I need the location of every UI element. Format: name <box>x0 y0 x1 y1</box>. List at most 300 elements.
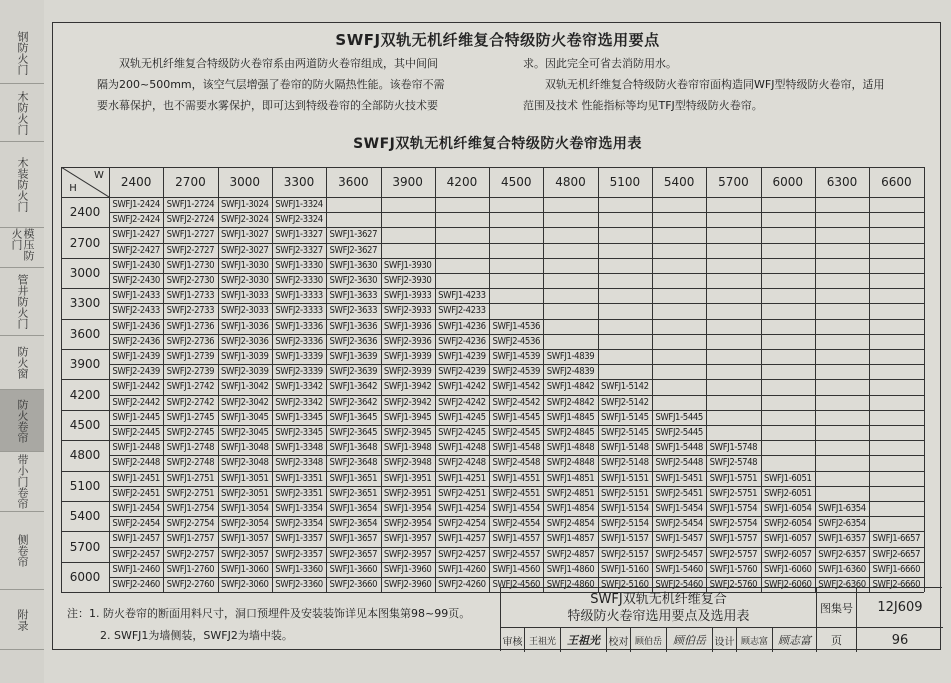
model-code: SWFJ2-2754 <box>166 518 215 530</box>
intro-line: 范围及技术 性能指标等均见TFJ型特级防火卷帘。 <box>523 99 763 112</box>
model-code: SWFJ1-4557 <box>492 533 541 545</box>
model-code: SWFJ1-6354 <box>818 503 866 515</box>
model-code: SWFJ2-5760 <box>709 579 758 591</box>
model-code: SWFJ1-4551 <box>492 472 541 484</box>
model-code: SWFJ1-4254 <box>438 503 486 515</box>
model-code: SWFJ1-2445 <box>112 411 160 423</box>
table-rule <box>869 167 870 592</box>
sidebar-item-label: 附录 <box>16 608 29 631</box>
title-line-1: SWFJ双轨无机纤维复合 <box>590 591 727 607</box>
model-code: SWFJ2-3939 <box>383 366 432 378</box>
model-code: SWFJ2-2745 <box>166 427 215 439</box>
title-block <box>500 587 942 651</box>
model-code: SWFJ1-4554 <box>492 503 541 515</box>
model-code: SWFJ2-4260 <box>438 579 486 591</box>
model-code: SWFJ2-3342 <box>275 396 323 408</box>
model-code: SWFJ1-4536 <box>492 320 541 332</box>
model-code: SWFJ2-4839 <box>546 366 595 378</box>
drawing-sheet <box>52 22 941 650</box>
model-code: SWFJ1-5142 <box>601 381 649 393</box>
row-header: 3900 <box>69 357 101 372</box>
sidebar-item[interactable] <box>0 336 44 390</box>
column-header: 5100 <box>609 175 641 189</box>
model-code: SWFJ1-3657 <box>329 533 378 545</box>
model-code: SWFJ2-5154 <box>601 518 649 530</box>
model-code: SWFJ1-5757 <box>709 533 758 545</box>
sidebar-item[interactable] <box>0 22 44 84</box>
model-code: SWFJ2-6357 <box>818 548 866 560</box>
model-code: SWFJ2-5448 <box>655 457 703 469</box>
model-code: SWFJ2-3030 <box>220 275 269 287</box>
model-code: SWFJ1-3357 <box>275 533 323 545</box>
model-code: SWFJ1-4548 <box>492 442 541 454</box>
model-code: SWFJ2-3348 <box>275 457 323 469</box>
model-code: SWFJ1-3639 <box>329 351 378 363</box>
model-code: SWFJ1-2742 <box>166 381 215 393</box>
model-code: SWFJ1-3645 <box>329 411 378 423</box>
model-code: SWFJ2-3951 <box>383 487 432 499</box>
model-code: SWFJ2-3339 <box>275 366 323 378</box>
model-code: SWFJ1-2448 <box>112 442 160 454</box>
sidebar-item-label: 木防火门 <box>16 90 29 135</box>
model-code: SWFJ2-4845 <box>546 427 595 439</box>
model-code: SWFJ2-4536 <box>492 335 541 347</box>
sidebar-item[interactable] <box>0 268 44 336</box>
model-code: SWFJ2-5160 <box>601 579 649 591</box>
model-code: SWFJ1-5754 <box>709 503 758 515</box>
reviewer-name: 王祖光 <box>525 628 561 652</box>
sidebar-item[interactable] <box>0 228 44 268</box>
model-code: SWFJ2-4548 <box>492 457 541 469</box>
model-code: SWFJ2-2433 <box>112 305 160 317</box>
model-code: SWFJ2-3027 <box>220 244 269 256</box>
sidebar-item-label: 带小门卷帘 <box>16 454 29 509</box>
column-header: 3300 <box>283 175 315 189</box>
model-code: SWFJ1-6060 <box>763 563 812 575</box>
model-code: SWFJ1-4842 <box>546 381 595 393</box>
sidebar-item[interactable] <box>0 84 44 142</box>
row-header: 2700 <box>69 235 101 250</box>
model-code: SWFJ2-4245 <box>438 427 486 439</box>
model-code: SWFJ2-6054 <box>763 518 812 530</box>
model-code: SWFJ1-3339 <box>275 351 323 363</box>
row-header: 6000 <box>69 569 101 584</box>
model-code: SWFJ2-3642 <box>329 396 378 408</box>
model-code: SWFJ2-6057 <box>763 548 812 560</box>
corner-w-label: W <box>94 169 104 181</box>
title-block-title <box>501 588 817 628</box>
model-code: SWFJ2-6660 <box>872 579 921 591</box>
model-code: SWFJ2-3048 <box>220 457 269 469</box>
model-code: SWFJ1-5457 <box>655 533 703 545</box>
model-code: SWFJ2-5451 <box>655 487 703 499</box>
model-code: SWFJ1-3045 <box>220 411 269 423</box>
model-code: SWFJ1-5157 <box>601 533 649 545</box>
model-code: SWFJ2-2451 <box>112 487 160 499</box>
model-code: SWFJ1-5454 <box>655 503 703 515</box>
model-code: SWFJ1-3960 <box>383 563 432 575</box>
model-code: SWFJ2-3333 <box>275 305 323 317</box>
model-code: SWFJ2-2430 <box>112 275 160 287</box>
model-code: SWFJ2-3354 <box>275 518 323 530</box>
model-code: SWFJ1-5748 <box>709 442 758 454</box>
model-code: SWFJ1-5760 <box>709 563 758 575</box>
model-code: SWFJ1-4560 <box>492 563 541 575</box>
model-code: SWFJ1-3048 <box>220 442 269 454</box>
model-code: SWFJ1-3024 <box>220 199 269 211</box>
sidebar-item-label: 管井防火门 <box>16 274 29 329</box>
model-code: SWFJ2-2736 <box>166 335 215 347</box>
model-code: SWFJ1-2427 <box>112 229 160 241</box>
model-code: SWFJ2-2730 <box>166 275 215 287</box>
column-header: 4500 <box>500 175 532 189</box>
model-code: SWFJ1-2451 <box>112 472 160 484</box>
model-code: SWFJ1-6657 <box>872 533 921 545</box>
intro-right <box>523 53 933 116</box>
model-code: SWFJ1-5151 <box>601 472 649 484</box>
model-code: SWFJ1-3660 <box>329 563 378 575</box>
title-line-2: 特级防火卷帘选用要点及选用表 <box>567 608 750 624</box>
model-code: SWFJ1-4545 <box>492 411 541 423</box>
model-code: SWFJ2-2733 <box>166 305 215 317</box>
sidebar-item-label: 模压防火门 <box>10 228 35 261</box>
row-header: 3000 <box>69 265 101 280</box>
model-code: SWFJ2-5148 <box>601 457 649 469</box>
model-code: SWFJ2-2460 <box>112 579 160 591</box>
sidebar <box>0 0 44 683</box>
column-header: 4200 <box>446 175 478 189</box>
sidebar-item[interactable] <box>0 590 44 650</box>
row-header: 4200 <box>69 387 101 402</box>
model-code: SWFJ1-5160 <box>601 563 649 575</box>
model-code: SWFJ1-6051 <box>763 472 812 484</box>
model-code: SWFJ2-2724 <box>166 214 215 226</box>
model-code: SWFJ2-3057 <box>220 548 269 560</box>
model-code: SWFJ2-4242 <box>438 396 486 408</box>
model-code: SWFJ2-2742 <box>166 396 215 408</box>
model-code: SWFJ2-5457 <box>655 548 703 560</box>
model-code: SWFJ2-3324 <box>275 214 323 226</box>
model-code: SWFJ2-4554 <box>492 518 541 530</box>
model-code: SWFJ2-4848 <box>546 457 595 469</box>
model-code: SWFJ1-2736 <box>166 320 215 332</box>
model-code: SWFJ2-4236 <box>438 335 486 347</box>
model-code: SWFJ2-3039 <box>220 366 269 378</box>
note-2: 2. SWFJ1为墙侧装，SWFJ2为墙中装。 <box>100 629 293 642</box>
design-label: 设计 <box>713 628 737 652</box>
model-code: SWFJ1-4245 <box>438 411 486 423</box>
model-code: SWFJ2-4251 <box>438 487 486 499</box>
model-code: SWFJ2-4560 <box>492 579 541 591</box>
model-code: SWFJ1-5148 <box>601 442 649 454</box>
model-code: SWFJ2-3930 <box>383 275 432 287</box>
column-header: 2400 <box>120 175 152 189</box>
table-title: SWFJ双轨无机纤维复合特级防火卷帘选用表 <box>353 136 642 152</box>
model-code: SWFJ2-4248 <box>438 457 486 469</box>
model-code: SWFJ2-2436 <box>112 335 160 347</box>
model-code: SWFJ2-4257 <box>438 548 486 560</box>
model-code: SWFJ1-3939 <box>383 351 432 363</box>
model-code: SWFJ1-4260 <box>438 563 486 575</box>
sidebar-item[interactable] <box>0 142 44 228</box>
model-code: SWFJ1-5751 <box>709 472 758 484</box>
model-code: SWFJ2-4551 <box>492 487 541 499</box>
model-code: SWFJ1-3954 <box>383 503 432 515</box>
model-code: SWFJ1-3945 <box>383 411 432 423</box>
model-code: SWFJ2-3351 <box>275 487 323 499</box>
model-code: SWFJ1-3642 <box>329 381 378 393</box>
model-code: SWFJ1-4539 <box>492 351 541 363</box>
model-code: SWFJ1-3633 <box>329 290 378 302</box>
atlas-number: 12J609 <box>857 588 943 628</box>
intro-line: 隔为200~500mm，该空气层增强了卷帘的防火隔热性能。该卷帘不需 <box>97 78 445 91</box>
model-code: SWFJ2-4842 <box>546 396 595 408</box>
model-code: SWFJ1-3057 <box>220 533 269 545</box>
column-header: 6000 <box>772 175 804 189</box>
check-label: 校对 <box>607 628 631 652</box>
model-code: SWFJ1-2424 <box>112 199 160 211</box>
model-code: SWFJ2-3942 <box>383 396 432 408</box>
model-code: SWFJ1-4233 <box>438 290 486 302</box>
intro-line: 双轨无机纤维复合特级防火卷帘系由两道防火卷帘组成，其中间间 <box>119 57 438 70</box>
intro-line: 求。因此完全可省去消防用水。 <box>523 57 677 70</box>
model-code: SWFJ2-3345 <box>275 427 323 439</box>
model-code: SWFJ1-3936 <box>383 320 432 332</box>
model-code: SWFJ2-2748 <box>166 457 215 469</box>
designer-signature: 顾志富 <box>773 628 817 652</box>
checker-name: 顾伯岳 <box>631 628 667 652</box>
model-code: SWFJ2-2454 <box>112 518 160 530</box>
row-header: 5700 <box>69 539 101 554</box>
model-code: SWFJ1-2757 <box>166 533 215 545</box>
selection-table <box>61 167 924 592</box>
row-header: 2400 <box>69 205 101 220</box>
model-code: SWFJ1-3933 <box>383 290 432 302</box>
model-code: SWFJ1-3039 <box>220 351 269 363</box>
model-code: SWFJ2-3036 <box>220 335 269 347</box>
model-code: SWFJ1-5451 <box>655 472 703 484</box>
model-code: SWFJ2-2439 <box>112 366 160 378</box>
model-code: SWFJ2-3336 <box>275 335 323 347</box>
model-code: SWFJ1-3948 <box>383 442 432 454</box>
model-code: SWFJ2-2427 <box>112 244 160 256</box>
model-code: SWFJ2-3033 <box>220 305 269 317</box>
model-code: SWFJ2-4233 <box>438 305 486 317</box>
model-code: SWFJ1-5448 <box>655 442 703 454</box>
model-code: SWFJ1-3354 <box>275 503 323 515</box>
model-code: SWFJ1-2733 <box>166 290 215 302</box>
row-header: 4800 <box>69 448 101 463</box>
model-code: SWFJ2-6657 <box>872 548 921 560</box>
model-code: SWFJ1-3333 <box>275 290 323 302</box>
column-header: 6600 <box>881 175 912 189</box>
sidebar-item[interactable] <box>0 390 44 452</box>
atlas-label: 图集号 <box>817 588 857 628</box>
model-code: SWFJ1-3324 <box>275 199 323 211</box>
model-code: SWFJ2-3051 <box>220 487 269 499</box>
model-code: SWFJ2-3024 <box>220 214 269 226</box>
model-code: SWFJ2-4539 <box>492 366 541 378</box>
model-code: SWFJ2-3657 <box>329 548 378 560</box>
note-1: 注：1. 防火卷帘的断面用料尺寸，洞口预埋件及安装装饰详见本图集第98~99页。 <box>67 607 471 620</box>
sidebar-item[interactable] <box>0 512 44 590</box>
model-code: SWFJ2-3936 <box>383 335 432 347</box>
column-header: 6300 <box>826 175 858 189</box>
sidebar-item-label: 防火卷帘 <box>16 398 29 443</box>
model-code: SWFJ2-2757 <box>166 548 215 560</box>
model-code: SWFJ1-2442 <box>112 381 160 393</box>
notes-label: 注： <box>67 607 89 620</box>
model-code: SWFJ2-2751 <box>166 487 215 499</box>
model-code: SWFJ2-2442 <box>112 396 160 408</box>
model-code: SWFJ1-2727 <box>166 229 215 241</box>
checker-signature: 顾伯岳 <box>667 628 713 652</box>
model-code: SWFJ1-3342 <box>275 381 323 393</box>
model-code: SWFJ2-2739 <box>166 366 215 378</box>
model-code: SWFJ1-6057 <box>763 533 812 545</box>
model-code: SWFJ1-3351 <box>275 472 323 484</box>
column-header: 3000 <box>229 175 261 189</box>
model-code: SWFJ1-3648 <box>329 442 378 454</box>
column-header: 3600 <box>338 175 369 189</box>
model-code: SWFJ2-3660 <box>329 579 378 591</box>
model-code: SWFJ1-3630 <box>329 259 378 271</box>
column-header: 5400 <box>663 175 695 189</box>
model-code: SWFJ2-3060 <box>220 579 269 591</box>
model-code: SWFJ1-4236 <box>438 320 486 332</box>
model-code: SWFJ1-3951 <box>383 472 432 484</box>
model-code: SWFJ2-2727 <box>166 244 215 256</box>
model-code: SWFJ2-3627 <box>329 244 378 256</box>
row-header: 5400 <box>69 509 101 524</box>
model-code: SWFJ2-3327 <box>275 244 323 256</box>
column-header: 2700 <box>175 175 206 189</box>
model-code: SWFJ2-3633 <box>329 305 378 317</box>
model-code: SWFJ1-2739 <box>166 351 215 363</box>
model-code: SWFJ1-4839 <box>546 351 595 363</box>
model-code: SWFJ1-6360 <box>818 563 866 575</box>
model-code: SWFJ1-3336 <box>275 320 323 332</box>
model-code: SWFJ1-3027 <box>220 229 269 241</box>
model-code: SWFJ1-2430 <box>112 259 160 271</box>
model-code: SWFJ1-3360 <box>275 563 323 575</box>
intro-left <box>97 53 517 116</box>
model-code: SWFJ1-4857 <box>546 533 595 545</box>
model-code: SWFJ2-3630 <box>329 275 378 287</box>
model-code: SWFJ1-4848 <box>546 442 595 454</box>
model-code: SWFJ2-3360 <box>275 579 323 591</box>
model-code: SWFJ2-6354 <box>818 518 866 530</box>
model-code: SWFJ2-5151 <box>601 487 649 499</box>
model-code: SWFJ1-4854 <box>546 503 595 515</box>
designer-name: 顾志富 <box>737 628 773 652</box>
model-code: SWFJ1-2724 <box>166 199 215 211</box>
model-code: SWFJ2-4239 <box>438 366 486 378</box>
model-code: SWFJ2-3357 <box>275 548 323 560</box>
model-code: SWFJ2-3645 <box>329 427 378 439</box>
model-code: SWFJ2-2445 <box>112 427 160 439</box>
model-code: SWFJ1-6054 <box>763 503 812 515</box>
page-label: 页 <box>817 628 857 652</box>
page-title: SWFJ双轨无机纤维复合特级防火卷帘选用要点 <box>335 31 660 49</box>
model-code: SWFJ2-5157 <box>601 548 649 560</box>
model-code: SWFJ1-2745 <box>166 411 215 423</box>
model-code: SWFJ2-3042 <box>220 396 269 408</box>
model-code: SWFJ2-5145 <box>601 427 649 439</box>
model-code: SWFJ1-3327 <box>275 229 323 241</box>
model-code: SWFJ2-6360 <box>818 579 866 591</box>
review-label: 审核 <box>501 628 525 652</box>
model-code: SWFJ1-3654 <box>329 503 378 515</box>
model-code: SWFJ1-4845 <box>546 411 595 423</box>
model-code: SWFJ2-5454 <box>655 518 703 530</box>
model-code: SWFJ1-3345 <box>275 411 323 423</box>
model-code: SWFJ1-3930 <box>383 259 432 271</box>
model-code: SWFJ2-2424 <box>112 214 160 226</box>
row-header: 4500 <box>69 417 101 432</box>
model-code: SWFJ2-3651 <box>329 487 378 499</box>
model-code: SWFJ1-5460 <box>655 563 703 575</box>
column-header: 3900 <box>392 175 423 189</box>
notes <box>67 603 470 647</box>
reviewer-signature: 王祖光 <box>561 628 607 652</box>
intro-line: 双轨无机纤维复合特级防火卷帘帘面构造同WFJ型特级防火卷帘，适用 <box>545 78 885 91</box>
model-code: SWFJ2-3654 <box>329 518 378 530</box>
model-code: SWFJ1-2730 <box>166 259 215 271</box>
column-header: 5700 <box>718 175 749 189</box>
model-code: SWFJ1-3330 <box>275 259 323 271</box>
row-header: 3300 <box>69 296 101 311</box>
model-code: SWFJ1-3957 <box>383 533 432 545</box>
model-code: SWFJ2-5445 <box>655 427 703 439</box>
model-code: SWFJ2-4857 <box>546 548 595 560</box>
model-code: SWFJ2-3636 <box>329 335 378 347</box>
model-code: SWFJ1-4257 <box>438 533 486 545</box>
model-code: SWFJ1-2754 <box>166 503 215 515</box>
model-code: SWFJ1-3636 <box>329 320 378 332</box>
corner-h-label: H <box>69 182 77 194</box>
model-code: SWFJ1-3033 <box>220 290 269 302</box>
model-code: SWFJ2-5757 <box>709 548 758 560</box>
intro-line: 要水幕保护，也不需要水雾保护，即可达到特级卷帘的全部防火技术要 <box>97 99 438 112</box>
model-code: SWFJ2-3960 <box>383 579 432 591</box>
model-code: SWFJ2-4851 <box>546 487 595 499</box>
model-code: SWFJ1-4860 <box>546 563 595 575</box>
model-code: SWFJ1-2748 <box>166 442 215 454</box>
model-code: SWFJ2-4860 <box>546 579 595 591</box>
model-code: SWFJ1-2760 <box>166 563 215 575</box>
sidebar-item[interactable] <box>0 452 44 512</box>
model-code: SWFJ1-6357 <box>818 533 866 545</box>
model-code: SWFJ1-6660 <box>872 563 921 575</box>
model-code: SWFJ1-3942 <box>383 381 432 393</box>
model-code: SWFJ1-5154 <box>601 503 649 515</box>
model-code: SWFJ1-4242 <box>438 381 486 393</box>
model-code: SWFJ1-4251 <box>438 472 486 484</box>
model-code: SWFJ1-3348 <box>275 442 323 454</box>
row-header: 5100 <box>69 478 101 493</box>
model-code: SWFJ1-2436 <box>112 320 160 332</box>
model-code: SWFJ2-3648 <box>329 457 378 469</box>
model-code: SWFJ1-4851 <box>546 472 595 484</box>
model-code: SWFJ1-5145 <box>601 411 649 423</box>
model-code: SWFJ2-6060 <box>763 579 812 591</box>
model-code: SWFJ2-3933 <box>383 305 432 317</box>
model-code: SWFJ1-4248 <box>438 442 486 454</box>
model-code: SWFJ1-3060 <box>220 563 269 575</box>
sidebar-item-label: 钢防火门 <box>16 30 29 75</box>
model-code: SWFJ2-4854 <box>546 518 595 530</box>
